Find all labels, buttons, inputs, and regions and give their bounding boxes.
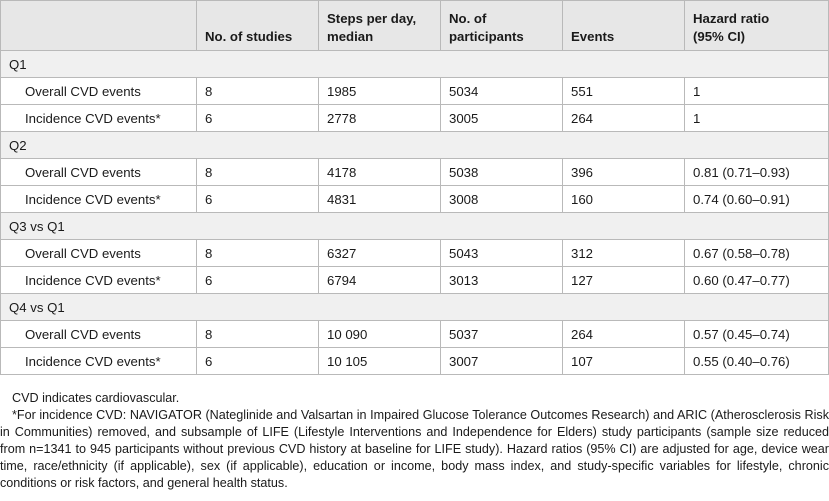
column-header: No. of participants [441, 1, 563, 51]
table-cell: 264 [563, 105, 685, 132]
table-cell: 264 [563, 321, 685, 348]
group-label: Q4 vs Q1 [1, 294, 829, 321]
table-row [1, 267, 829, 294]
table-cell: 6 [197, 186, 319, 213]
column-header: No. of studies [197, 1, 319, 51]
table-cell: 127 [563, 267, 685, 294]
table-cell: 5037 [441, 321, 563, 348]
table-cell: 8 [197, 321, 319, 348]
table-cell: 6 [197, 267, 319, 294]
table-cell: 3013 [441, 267, 563, 294]
table-cell: 8 [197, 78, 319, 105]
table-cell: 396 [563, 159, 685, 186]
table-cell: 0.74 (0.60–0.91) [685, 186, 829, 213]
table-cell: 107 [563, 348, 685, 375]
table-cell: 8 [197, 240, 319, 267]
abbreviation-note: CVD indicates cardiovascular. [12, 391, 180, 405]
table-cell: 0.81 (0.71–0.93) [685, 159, 829, 186]
table-cell: 6327 [319, 240, 441, 267]
group-row [1, 213, 829, 240]
table-cell: 5043 [441, 240, 563, 267]
group-row [1, 51, 829, 78]
table-cell: 2778 [319, 105, 441, 132]
table-cell: 312 [563, 240, 685, 267]
table-cell: 5034 [441, 78, 563, 105]
table-cell: 3008 [441, 186, 563, 213]
table-cell: 0.67 (0.58–0.78) [685, 240, 829, 267]
column-header: Steps per day, median [319, 1, 441, 51]
table-cell: 6794 [319, 267, 441, 294]
table-cell: 8 [197, 159, 319, 186]
row-label: Incidence CVD events* [1, 348, 197, 375]
column-header [1, 1, 197, 51]
column-header: Hazard ratio (95% CI) [685, 1, 829, 51]
table-row [1, 159, 829, 186]
table-row [1, 186, 829, 213]
footnote: *For incidence CVD: NAVIGATOR (Nateglinide and Valsartan in Impaired Glucose Tolerance Outcomes Research) and ARIC (Atherosclerosis Risk in Communities) removed, and subsample of LIFE (Lifestyle Interventions and Independence for Elders) study participants (sample size reduced from n=1341 to 945 participants without previous CVD history at baseline for LIFE study). Hazard ratios (95% CI) are adjusted for age, device wear time, race/ethnicity (if applicable), sex (if applicable), education or income, body mass index, and study-specific variables for lifestyle, chronic conditions or risk factors, and general health status. [0, 408, 829, 490]
table-row [1, 240, 829, 267]
table-cell: 3005 [441, 105, 563, 132]
table-cell: 0.57 (0.45–0.74) [685, 321, 829, 348]
table-notes [0, 390, 829, 492]
table-row [1, 105, 829, 132]
group-label: Q3 vs Q1 [1, 213, 829, 240]
table-cell: 6 [197, 348, 319, 375]
table-cell: 10 105 [319, 348, 441, 375]
table-cell: 0.60 (0.47–0.77) [685, 267, 829, 294]
row-label: Incidence CVD events* [1, 186, 197, 213]
table-row [1, 78, 829, 105]
table-cell: 10 090 [319, 321, 441, 348]
table-cell: 4178 [319, 159, 441, 186]
row-label: Overall CVD events [1, 321, 197, 348]
table-cell: 4831 [319, 186, 441, 213]
table-cell: 5038 [441, 159, 563, 186]
table-cell: 551 [563, 78, 685, 105]
group-label: Q2 [1, 132, 829, 159]
table-cell: 3007 [441, 348, 563, 375]
column-header: Events [563, 1, 685, 51]
table-cell: 1985 [319, 78, 441, 105]
table-cell: 6 [197, 105, 319, 132]
row-label: Incidence CVD events* [1, 105, 197, 132]
table-row [1, 321, 829, 348]
row-label: Overall CVD events [1, 78, 197, 105]
table-cell: 1 [685, 78, 829, 105]
header-row [1, 1, 829, 51]
table-cell: 1 [685, 105, 829, 132]
row-label: Overall CVD events [1, 240, 197, 267]
group-label: Q1 [1, 51, 829, 78]
table-cell: 160 [563, 186, 685, 213]
row-label: Incidence CVD events* [1, 267, 197, 294]
table-row [1, 348, 829, 375]
row-label: Overall CVD events [1, 159, 197, 186]
group-row [1, 132, 829, 159]
group-row [1, 294, 829, 321]
table-cell: 0.55 (0.40–0.76) [685, 348, 829, 375]
